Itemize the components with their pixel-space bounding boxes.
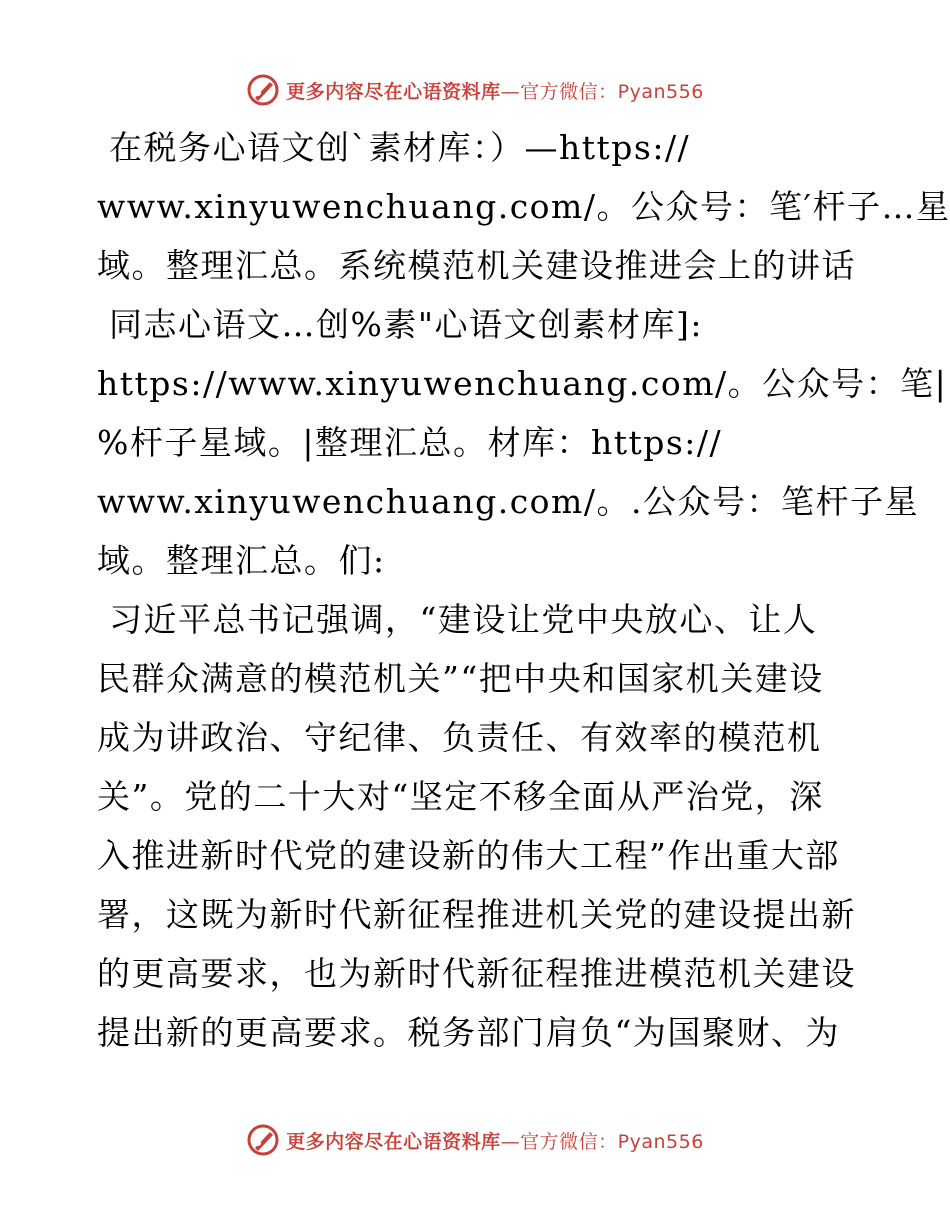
banner-contact-text: 官方微信：Pyan556 xyxy=(520,80,704,103)
banner-site-text: 更多内容尽在心语资料库 xyxy=(286,80,501,103)
paragraph-2-line-4: www.xinyuwenchuang.com/。.公众号：笔杆子星 xyxy=(97,482,919,521)
pen-logo-icon xyxy=(246,1123,280,1157)
pen-logo-icon xyxy=(246,73,280,107)
banner-site-text: 更多内容尽在心语资料库 xyxy=(286,1130,501,1153)
banner-contact-text: 官方微信：Pyan556 xyxy=(520,1130,704,1153)
paragraph-3-line-2: 民群众满意的模范机关”“把中央和国家机关建设 xyxy=(97,659,824,698)
footer-watermark-banner xyxy=(0,1120,950,1160)
paragraph-2-line-5: 域。整理汇总。们: xyxy=(97,541,386,580)
paragraph-1-line-2: www.xinyuwenchuang.com/。公众号：笔′杆子…星 xyxy=(97,187,950,226)
banner-dash: — xyxy=(500,1130,521,1153)
paragraph-3-line-6: 署，这既为新时代新征程推进机关党的建设提出新 xyxy=(97,895,856,934)
paragraph-2-line-1: 同志心语文…创%素"心语文创素材库]: xyxy=(97,305,704,344)
paragraph-3-line-7: 的更高要求，也为新时代新征程推进模范机关建设 xyxy=(97,954,856,993)
paragraph-2-line-3: %杆子星域。|整理汇总。材库：https:// xyxy=(97,423,723,462)
paragraph-3-line-3: 成为讲政治、守纪律、负责任、有效率的模范机 xyxy=(97,718,822,757)
paragraph-3-line-4: 关”。党的二十大对“坚定不移全面从严治党，深 xyxy=(97,777,824,816)
paragraph-1-line-3: 域。整理汇总。系统模范机关建设推进会上的讲话 xyxy=(97,246,856,285)
banner-dash: — xyxy=(500,80,521,103)
header-watermark-banner xyxy=(0,70,950,110)
paragraph-3-line-1: 习近平总书记强调，“建设让党中央放心、让人 xyxy=(97,600,818,639)
paragraph-3-line-5: 入推进新时代党的建设新的伟大工程”作出重大部 xyxy=(97,836,840,875)
document-body xyxy=(97,128,950,1072)
paragraph-3-line-8: 提出新的更高要求。税务部门肩负“为国聚财、为 xyxy=(97,1013,840,1052)
paragraph-1-line-1: 在税务心语文创`素材库：）—https:// xyxy=(97,128,691,167)
paragraph-2-line-2: https://www.xinyuwenchuang.com/。公众号：笔| xyxy=(97,364,948,403)
